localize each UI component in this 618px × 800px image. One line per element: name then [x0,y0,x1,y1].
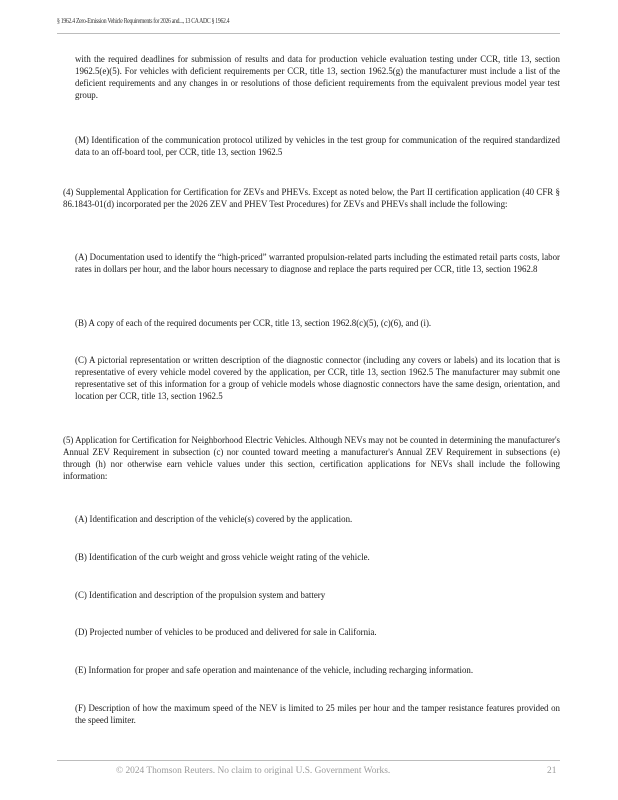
paragraph-5-item-a: (A) Identification and description of the vehicle(s) covered by the application. [75,514,353,524]
paragraph-section-5: (5) Application for Certification for Neighborhood Electric Vehicles. Although NEVs may not be counted in determining the manufacturer's Annual ZEV Requirement in subsection (c) nor counted toward meeting a manufacturer's Annual ZEV Requirement in subsections (e) through (h) nor otherwise earn vehicle values under this section, certification applications for NEVs shall include the following information: [63,435,560,482]
paragraph-5-item-c: (C) Identification and description of the propulsion system and battery [75,590,326,600]
paragraph-5-item-e: (E) Information for proper and safe operation and maintenance of the vehicle, including recharging information. [75,665,474,675]
footer-divider [57,760,560,761]
paragraph-5-item-f: (F) Description of how the maximum speed of the NEV is limited to 25 miles per hour and the tamper resistance features provided on the speed limiter. [75,703,560,726]
paragraph-section-4: (4) Supplemental Application for Certification for ZEVs and PHEVs. Except as noted below, the Part II certification application (40 CFR § 86.1843-01(d) incorporated per the 2026 ZEV and PHEV Test Procedures) for ZEVs and PHEVs shall include the following: [63,187,560,210]
paragraph-continuation: with the required deadlines for submission of results and data for production vehicle evaluation testing under CCR, title 13, section 1962.5(e)(5). For vehicles with deficient requirements per CCR, title 13, section 1962.5(g) the manufacturer must include a list of the deficient requirements and any changes in or resolutions of those deficient requirements from the equivalent previous model year test group. [75,54,560,101]
footer-copyright: © 2024 Thomson Reuters. No claim to original U.S. Government Works. [116,766,391,776]
paragraph-4-item-a: (A) Documentation used to identify the “high-priced” warranted propulsion-related parts including the estimated retail parts costs, labor rates in dollars per hour, and the labor hours necessary to diagnose and replace the parts required per CCR, title 13, section 1962.8 [75,252,560,275]
page-number: 21 [547,766,557,776]
header-divider [57,33,560,34]
paragraph-4-item-b: (B) A copy of each of the required documents per CCR, title 13, section 1962.8(c)(5), (c)(6), and (i). [75,318,432,328]
paragraph-item-m: (M) Identification of the communication protocol utilized by vehicles in the test group for communication of the required standardized data to an off-board tool, per CCR, title 13, section 1962.5 [75,135,560,158]
running-header: § 1962.4 Zero-Emission Vehicle Requirements for 2026 and..., 13 CA ADC § 1962.4 [57,17,230,25]
paragraph-4-item-c: (C) A pictorial representation or written description of the diagnostic connector (including any covers or labels) and its location that is representative of every vehicle model covered by the application, per CCR, title 13, section 1962.5 The manufacturer may submit one representative set of this information for a group of vehicle models whose diagnostic connectors have the same design, orientation, and location per CCR, title 13, section 1962.5 [75,355,560,402]
paragraph-5-item-b: (B) Identification of the curb weight and gross vehicle weight rating of the vehicle. [75,552,370,562]
paragraph-5-item-d: (D) Projected number of vehicles to be produced and delivered for sale in California. [75,627,377,637]
